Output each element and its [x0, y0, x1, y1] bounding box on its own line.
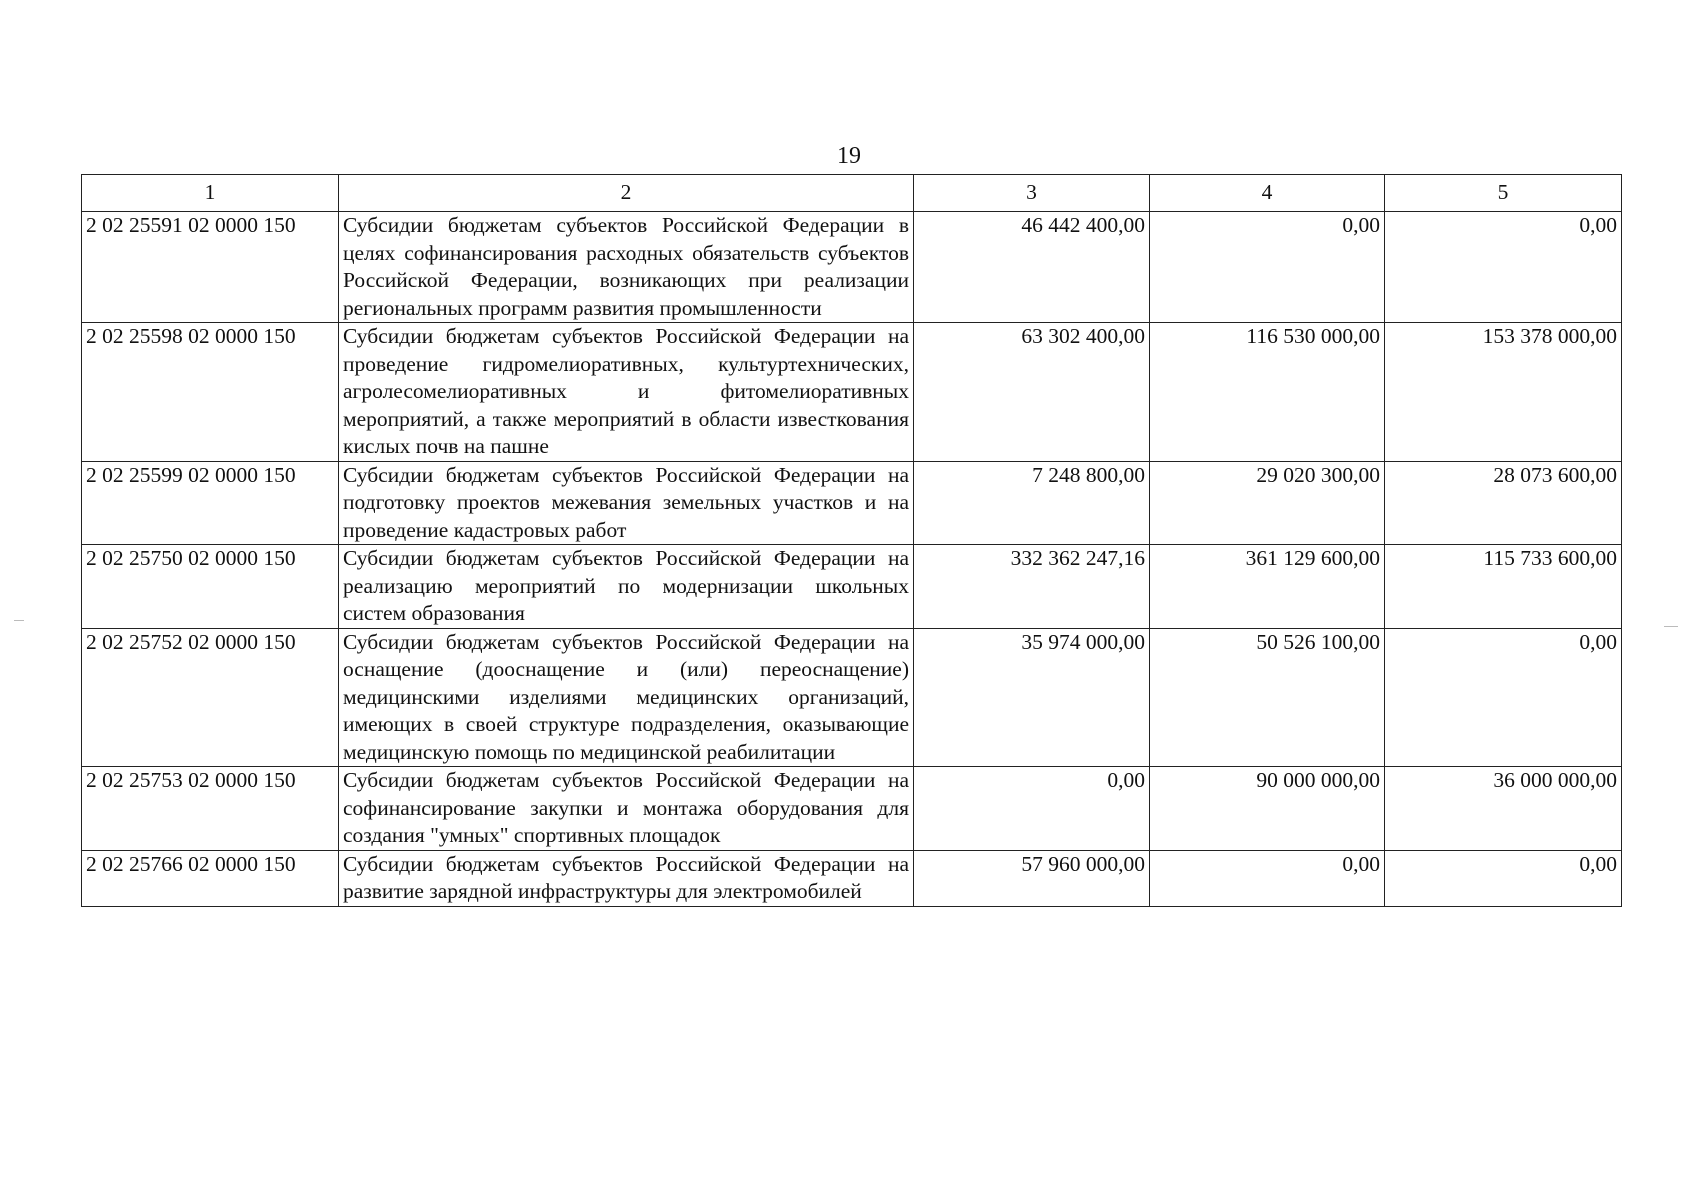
amount-col3-cell: 0,00 [914, 767, 1150, 851]
amount-col3-cell: 35 974 000,00 [914, 628, 1150, 767]
table-header-row [82, 175, 1622, 212]
table-row [82, 323, 1622, 462]
column-header-5: 5 [1385, 175, 1622, 212]
amount-col5-cell: 36 000 000,00 [1385, 767, 1622, 851]
description-cell: Субсидии бюджетам субъектов Российской Федерации на развитие зарядной инфраструктуры для электромобилей [339, 850, 914, 906]
description-cell: Субсидии бюджетам субъектов Российской Федерации на реализацию мероприятий по модернизации школьных систем образования [339, 545, 914, 629]
budget-code-cell: 2 02 25753 02 0000 150 [82, 767, 339, 851]
table-row [82, 545, 1622, 629]
column-header-4: 4 [1150, 175, 1385, 212]
page-number: 19 [837, 143, 861, 169]
column-header-3: 3 [914, 175, 1150, 212]
amount-col5-cell: 115 733 600,00 [1385, 545, 1622, 629]
amount-col5-cell: 0,00 [1385, 212, 1622, 323]
description-cell: Субсидии бюджетам субъектов Российской Федерации на оснащение (дооснащение и (или) переоснащение) медицинскими изделиями медицинских организаций, имеющих в своей структуре подразделения, оказывающие медицинскую помощь по медицинской реабилитации [339, 628, 914, 767]
amount-col4-cell: 50 526 100,00 [1150, 628, 1385, 767]
budget-code-cell: 2 02 25752 02 0000 150 [82, 628, 339, 767]
amount-col4-cell: 116 530 000,00 [1150, 323, 1385, 462]
amount-col5-cell: 0,00 [1385, 628, 1622, 767]
description-cell: Субсидии бюджетам субъектов Российской Федерации на проведение гидромелиоративных, культуртехнических, агролесомелиоративных и фитомелиоративных мероприятий, а также мероприятий в области известкования кислых почв на пашне [339, 323, 914, 462]
budget-code-cell: 2 02 25766 02 0000 150 [82, 850, 339, 906]
column-header-2: 2 [339, 175, 914, 212]
amount-col4-cell: 0,00 [1150, 212, 1385, 323]
scan-mark-right [1664, 626, 1678, 627]
table-row [82, 850, 1622, 906]
description-cell: Субсидии бюджетам субъектов Российской Федерации на софинансирование закупки и монтажа оборудования для создания "умных" спортивных площадок [339, 767, 914, 851]
budget-table [81, 174, 1622, 907]
amount-col4-cell: 29 020 300,00 [1150, 461, 1385, 545]
amount-col3-cell: 46 442 400,00 [914, 212, 1150, 323]
table-row [82, 767, 1622, 851]
amount-col3-cell: 332 362 247,16 [914, 545, 1150, 629]
amount-col4-cell: 0,00 [1150, 850, 1385, 906]
amount-col5-cell: 153 378 000,00 [1385, 323, 1622, 462]
amount-col5-cell: 0,00 [1385, 850, 1622, 906]
amount-col4-cell: 90 000 000,00 [1150, 767, 1385, 851]
amount-col5-cell: 28 073 600,00 [1385, 461, 1622, 545]
amount-col3-cell: 63 302 400,00 [914, 323, 1150, 462]
table-row [82, 212, 1622, 323]
column-header-1: 1 [82, 175, 339, 212]
amount-col3-cell: 57 960 000,00 [914, 850, 1150, 906]
table-row [82, 628, 1622, 767]
budget-code-cell: 2 02 25598 02 0000 150 [82, 323, 339, 462]
amount-col3-cell: 7 248 800,00 [914, 461, 1150, 545]
description-cell: Субсидии бюджетам субъектов Российской Федерации на подготовку проектов межевания земельных участков и на проведение кадастровых работ [339, 461, 914, 545]
description-cell: Субсидии бюджетам субъектов Российской Федерации в целях софинансирования расходных обязательств субъектов Российской Федерации, возникающих при реализации региональных программ развития промышленности [339, 212, 914, 323]
budget-code-cell: 2 02 25750 02 0000 150 [82, 545, 339, 629]
amount-col4-cell: 361 129 600,00 [1150, 545, 1385, 629]
scan-mark-left [14, 620, 24, 621]
table-row [82, 461, 1622, 545]
budget-code-cell: 2 02 25591 02 0000 150 [82, 212, 339, 323]
budget-code-cell: 2 02 25599 02 0000 150 [82, 461, 339, 545]
